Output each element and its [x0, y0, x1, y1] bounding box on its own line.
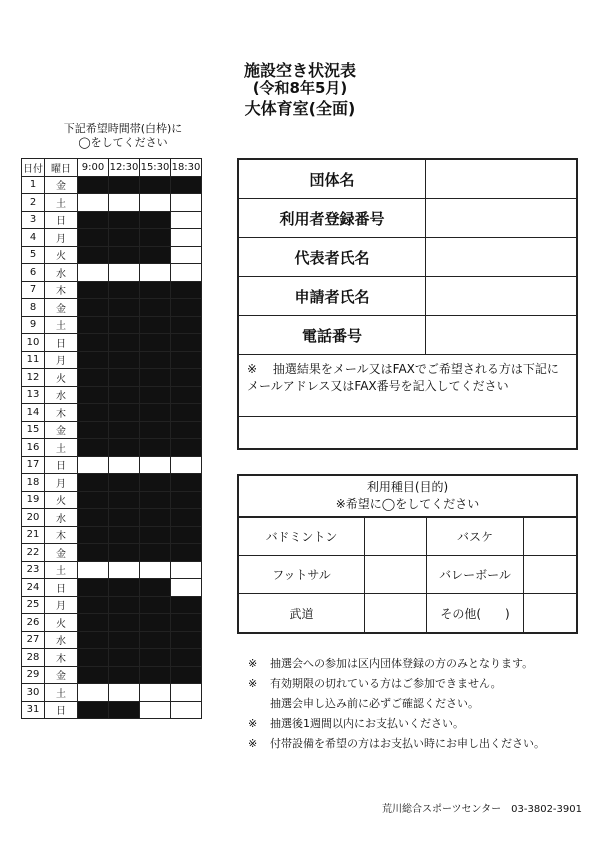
slot-unavailable [109, 509, 140, 527]
slot-unavailable [78, 316, 109, 334]
slot-unavailable [78, 544, 109, 562]
slot-unavailable [140, 439, 171, 457]
calendar-row [22, 701, 202, 719]
slot-unavailable [171, 369, 202, 387]
slot-available[interactable] [140, 264, 171, 282]
slot-unavailable [78, 579, 109, 597]
usage-type-choice[interactable] [524, 518, 576, 556]
calendar-row [22, 491, 202, 509]
slot-unavailable [78, 176, 109, 194]
slot-unavailable [78, 474, 109, 492]
form-input[interactable] [426, 238, 576, 276]
slot-unavailable [171, 526, 202, 544]
calendar-row [22, 579, 202, 597]
usage-heading-title: 利用種目(目的) [366, 480, 449, 494]
contact-note: 抽選結果をメール又はFAXでご希望される方は下記にメールアドレス又はFAX番号を記入してください [247, 362, 559, 393]
calendar-body [22, 176, 202, 719]
calendar-day: 14 [22, 404, 45, 422]
note-text: 抽選会申し込み前に必ずご確認ください。 [270, 697, 479, 710]
calendar-weekday: 月 [45, 474, 78, 492]
calendar-row [22, 404, 202, 422]
calendar-day: 3 [22, 211, 45, 229]
calendar-day: 21 [22, 526, 45, 544]
slot-unavailable [140, 666, 171, 684]
slot-unavailable [109, 229, 140, 247]
slot-available[interactable] [171, 246, 202, 264]
page-subtitle-period: (令和8年5月) [252, 79, 348, 97]
form-input[interactable] [426, 316, 576, 354]
calendar-row [22, 369, 202, 387]
slot-unavailable [78, 439, 109, 457]
calendar-day: 8 [22, 299, 45, 317]
calendar-weekday: 金 [45, 544, 78, 562]
slot-unavailable [109, 526, 140, 544]
slot-unavailable [140, 229, 171, 247]
instruction-line-1: 下記希望時間帯(白枠)に [63, 122, 183, 135]
slot-available[interactable] [109, 684, 140, 702]
slot-available[interactable] [109, 456, 140, 474]
calendar-day: 4 [22, 229, 45, 247]
slot-unavailable [78, 649, 109, 667]
slot-unavailable [109, 439, 140, 457]
slot-unavailable [78, 701, 109, 719]
slot-unavailable [109, 211, 140, 229]
calendar-day: 22 [22, 544, 45, 562]
calendar-weekday: 日 [45, 211, 78, 229]
usage-type-label: 武道 [239, 594, 365, 632]
form-label: 利用者登録番号 [239, 199, 426, 237]
slot-unavailable [109, 596, 140, 614]
note-item [248, 734, 545, 754]
slot-unavailable [109, 386, 140, 404]
calendar-weekday: 火 [45, 491, 78, 509]
calendar-day: 13 [22, 386, 45, 404]
slot-unavailable [140, 316, 171, 334]
calendar-day: 24 [22, 579, 45, 597]
slot-unavailable [109, 299, 140, 317]
slot-unavailable [171, 649, 202, 667]
calendar-row [22, 684, 202, 702]
calendar-day: 20 [22, 509, 45, 527]
slot-unavailable [140, 369, 171, 387]
header-day: 日付 [22, 159, 45, 177]
slot-unavailable [78, 299, 109, 317]
form-label: 電話番号 [239, 316, 426, 354]
slot-unavailable [140, 386, 171, 404]
header-slot-4: 18:30 [171, 159, 202, 177]
slot-unavailable [171, 474, 202, 492]
slot-available[interactable] [140, 701, 171, 719]
slot-unavailable [78, 421, 109, 439]
note-item [248, 654, 545, 674]
note-text: 付帯設備を希望の方はお支払い時にお申し出ください。 [270, 737, 545, 750]
form-row [239, 316, 576, 355]
slot-unavailable [78, 386, 109, 404]
calendar-row [22, 544, 202, 562]
calendar-instruction [48, 122, 198, 150]
form-label: 代表者氏名 [239, 238, 426, 276]
slot-unavailable [78, 509, 109, 527]
calendar-day: 31 [22, 701, 45, 719]
calendar-weekday: 月 [45, 596, 78, 614]
usage-heading-note: ※希望に◯をしてください [335, 497, 480, 511]
calendar-day: 23 [22, 561, 45, 579]
slot-unavailable [109, 369, 140, 387]
calendar-day: 10 [22, 334, 45, 352]
contact-input-field[interactable] [239, 417, 576, 452]
slot-unavailable [78, 404, 109, 422]
calendar-weekday: 日 [45, 334, 78, 352]
calendar-weekday: 金 [45, 176, 78, 194]
slot-available[interactable] [171, 264, 202, 282]
slot-unavailable [109, 614, 140, 632]
slot-unavailable [78, 631, 109, 649]
note-mark: ※ [248, 737, 258, 750]
calendar-row [22, 666, 202, 684]
slot-unavailable [109, 579, 140, 597]
form-row [239, 277, 576, 316]
footer-contact: 荒川総合スポーツセンター 03-3802-3901 [381, 804, 582, 815]
slot-unavailable [109, 281, 140, 299]
slot-available[interactable] [171, 229, 202, 247]
slot-unavailable [78, 351, 109, 369]
note-text: 抽選後1週間以内にお支払いください。 [270, 717, 464, 730]
slot-unavailable [78, 281, 109, 299]
calendar-day: 11 [22, 351, 45, 369]
slot-unavailable [140, 281, 171, 299]
calendar-weekday: 金 [45, 299, 78, 317]
slot-available[interactable] [109, 194, 140, 212]
calendar-row [22, 561, 202, 579]
calendar-weekday: 火 [45, 246, 78, 264]
calendar-row [22, 439, 202, 457]
calendar-row [22, 421, 202, 439]
slot-available[interactable] [140, 194, 171, 212]
usage-heading [239, 476, 576, 518]
slot-unavailable [109, 404, 140, 422]
contact-note-row [239, 355, 576, 417]
form-row [239, 199, 576, 238]
slot-unavailable [171, 544, 202, 562]
slot-unavailable [171, 439, 202, 457]
usage-type-label: その他( ) [427, 594, 524, 632]
note-mark [248, 694, 270, 714]
usage-type-choice[interactable] [365, 518, 427, 556]
calendar-row [22, 456, 202, 474]
calendar-weekday: 土 [45, 439, 78, 457]
calendar-weekday: 月 [45, 229, 78, 247]
slot-unavailable [140, 334, 171, 352]
calendar-row [22, 474, 202, 492]
calendar-header-row [22, 159, 202, 177]
calendar-day: 28 [22, 649, 45, 667]
calendar-weekday: 日 [45, 579, 78, 597]
slot-unavailable [140, 526, 171, 544]
note-text: 抽選会への参加は区内団体登録の方のみとなります。 [270, 657, 534, 670]
calendar-weekday: 水 [45, 509, 78, 527]
note-mark: ※ [248, 677, 258, 690]
calendar-day: 18 [22, 474, 45, 492]
slot-unavailable [140, 176, 171, 194]
calendar-day: 17 [22, 456, 45, 474]
slot-available[interactable] [171, 194, 202, 212]
calendar-day: 25 [22, 596, 45, 614]
slot-unavailable [78, 211, 109, 229]
calendar-day: 30 [22, 684, 45, 702]
form-label: 申請者氏名 [239, 277, 426, 315]
header-slot-3: 15:30 [140, 159, 171, 177]
calendar-day: 27 [22, 631, 45, 649]
calendar-row [22, 351, 202, 369]
calendar-row [22, 264, 202, 282]
calendar-row [22, 596, 202, 614]
note-item [248, 674, 545, 694]
slot-unavailable [109, 631, 140, 649]
calendar-weekday: 土 [45, 316, 78, 334]
note-mark: ※ [247, 362, 258, 376]
slot-available[interactable] [171, 211, 202, 229]
instruction-line-2: ◯をしてください [78, 136, 168, 149]
slot-unavailable [140, 491, 171, 509]
slot-available[interactable] [78, 194, 109, 212]
calendar-day: 7 [22, 281, 45, 299]
form-row [239, 160, 576, 199]
calendar-weekday: 日 [45, 456, 78, 474]
slot-unavailable [171, 281, 202, 299]
slot-unavailable [171, 299, 202, 317]
usage-type-choice[interactable] [365, 556, 427, 594]
calendar-row [22, 334, 202, 352]
calendar-day: 1 [22, 176, 45, 194]
slot-unavailable [78, 614, 109, 632]
calendar-weekday: 日 [45, 701, 78, 719]
slot-unavailable [171, 176, 202, 194]
slot-unavailable [171, 351, 202, 369]
slot-unavailable [78, 596, 109, 614]
usage-type-label: フットサル [239, 556, 365, 594]
calendar-row [22, 386, 202, 404]
slot-unavailable [171, 421, 202, 439]
slot-unavailable [140, 299, 171, 317]
slot-unavailable [140, 596, 171, 614]
notes-list [248, 654, 545, 754]
slot-unavailable [109, 351, 140, 369]
calendar-weekday: 土 [45, 561, 78, 579]
slot-available[interactable] [171, 456, 202, 474]
calendar-day: 2 [22, 194, 45, 212]
form-input[interactable] [426, 277, 576, 315]
slot-available[interactable] [109, 264, 140, 282]
slot-available[interactable] [78, 264, 109, 282]
calendar-weekday: 月 [45, 351, 78, 369]
calendar-row [22, 649, 202, 667]
slot-available[interactable] [109, 561, 140, 579]
calendar-weekday: 水 [45, 264, 78, 282]
slot-unavailable [109, 334, 140, 352]
slot-available[interactable] [171, 701, 202, 719]
slot-unavailable [171, 596, 202, 614]
slot-unavailable [140, 246, 171, 264]
header-slot-2: 12:30 [109, 159, 140, 177]
slot-unavailable [140, 544, 171, 562]
form-label: 団体名 [239, 160, 426, 198]
slot-unavailable [109, 544, 140, 562]
slot-unavailable [171, 316, 202, 334]
usage-type-label: バレーボール [427, 556, 524, 594]
calendar-row [22, 614, 202, 632]
calendar-day: 5 [22, 246, 45, 264]
calendar-weekday: 木 [45, 649, 78, 667]
calendar-day: 26 [22, 614, 45, 632]
slot-unavailable [109, 176, 140, 194]
calendar-weekday: 木 [45, 526, 78, 544]
slot-available[interactable] [140, 561, 171, 579]
usage-type-label: バスケ [427, 518, 524, 556]
slot-available[interactable] [78, 561, 109, 579]
slot-unavailable [109, 474, 140, 492]
slot-available[interactable] [78, 684, 109, 702]
slot-available[interactable] [78, 456, 109, 474]
calendar-row [22, 194, 202, 212]
calendar-row [22, 631, 202, 649]
slot-available[interactable] [171, 561, 202, 579]
slot-unavailable [78, 666, 109, 684]
slot-unavailable [78, 369, 109, 387]
usage-type-label: バドミントン [239, 518, 365, 556]
availability-calendar [21, 158, 202, 719]
slot-unavailable [140, 351, 171, 369]
slot-unavailable [109, 421, 140, 439]
application-fields [239, 160, 576, 355]
calendar-row [22, 176, 202, 194]
calendar-weekday: 金 [45, 666, 78, 684]
calendar-row [22, 281, 202, 299]
calendar-weekday: 木 [45, 281, 78, 299]
note-item [248, 694, 545, 714]
slot-available[interactable] [171, 684, 202, 702]
calendar-day: 16 [22, 439, 45, 457]
header-slot-1: 9:00 [78, 159, 109, 177]
calendar-weekday: 土 [45, 684, 78, 702]
calendar-weekday: 金 [45, 421, 78, 439]
slot-unavailable [140, 579, 171, 597]
usage-type-choice[interactable] [524, 556, 576, 594]
slot-unavailable [171, 334, 202, 352]
calendar-day: 15 [22, 421, 45, 439]
slot-available[interactable] [140, 456, 171, 474]
slot-unavailable [109, 316, 140, 334]
slot-unavailable [140, 631, 171, 649]
slot-unavailable [140, 649, 171, 667]
slot-unavailable [109, 246, 140, 264]
slot-unavailable [78, 491, 109, 509]
slot-unavailable [140, 614, 171, 632]
calendar-day: 9 [22, 316, 45, 334]
form-row [239, 238, 576, 277]
calendar-weekday: 木 [45, 404, 78, 422]
slot-unavailable [109, 491, 140, 509]
slot-unavailable [171, 491, 202, 509]
calendar-weekday: 土 [45, 194, 78, 212]
slot-unavailable [171, 614, 202, 632]
usage-type-choice[interactable] [524, 594, 576, 632]
calendar-day: 12 [22, 369, 45, 387]
note-text: 有効期限の切れている方はご参加できません。 [270, 677, 502, 690]
calendar-row [22, 229, 202, 247]
slot-available[interactable] [140, 684, 171, 702]
slot-unavailable [171, 666, 202, 684]
slot-unavailable [78, 246, 109, 264]
slot-unavailable [140, 404, 171, 422]
usage-type-grid [239, 518, 576, 632]
page-title: 施設空き状況表 [243, 61, 356, 80]
slot-unavailable [140, 509, 171, 527]
slot-unavailable [78, 334, 109, 352]
header-weekday: 曜日 [45, 159, 78, 177]
slot-unavailable [171, 404, 202, 422]
page-subtitle-facility: 大体育室(全面) [244, 99, 356, 118]
calendar-row [22, 526, 202, 544]
note-item [248, 714, 545, 734]
calendar-row [22, 509, 202, 527]
slot-unavailable [109, 666, 140, 684]
calendar-row [22, 246, 202, 264]
slot-unavailable [109, 701, 140, 719]
calendar-weekday: 火 [45, 614, 78, 632]
slot-unavailable [171, 386, 202, 404]
calendar-weekday: 水 [45, 631, 78, 649]
slot-unavailable [140, 421, 171, 439]
note-mark: ※ [248, 657, 258, 670]
slot-unavailable [109, 649, 140, 667]
note-mark: ※ [248, 717, 258, 730]
calendar-weekday: 水 [45, 386, 78, 404]
slot-unavailable [140, 211, 171, 229]
slot-unavailable [171, 631, 202, 649]
slot-available[interactable] [171, 579, 202, 597]
calendar-day: 19 [22, 491, 45, 509]
usage-type-choice[interactable] [365, 594, 427, 632]
form-input[interactable] [426, 160, 576, 198]
calendar-row [22, 299, 202, 317]
slot-unavailable [78, 229, 109, 247]
slot-unavailable [171, 509, 202, 527]
calendar-day: 6 [22, 264, 45, 282]
slot-unavailable [78, 526, 109, 544]
application-form [237, 158, 578, 450]
calendar-row [22, 316, 202, 334]
slot-unavailable [140, 474, 171, 492]
form-input[interactable] [426, 199, 576, 237]
calendar-day: 29 [22, 666, 45, 684]
calendar-row [22, 211, 202, 229]
usage-type-form [237, 474, 578, 634]
calendar-weekday: 火 [45, 369, 78, 387]
